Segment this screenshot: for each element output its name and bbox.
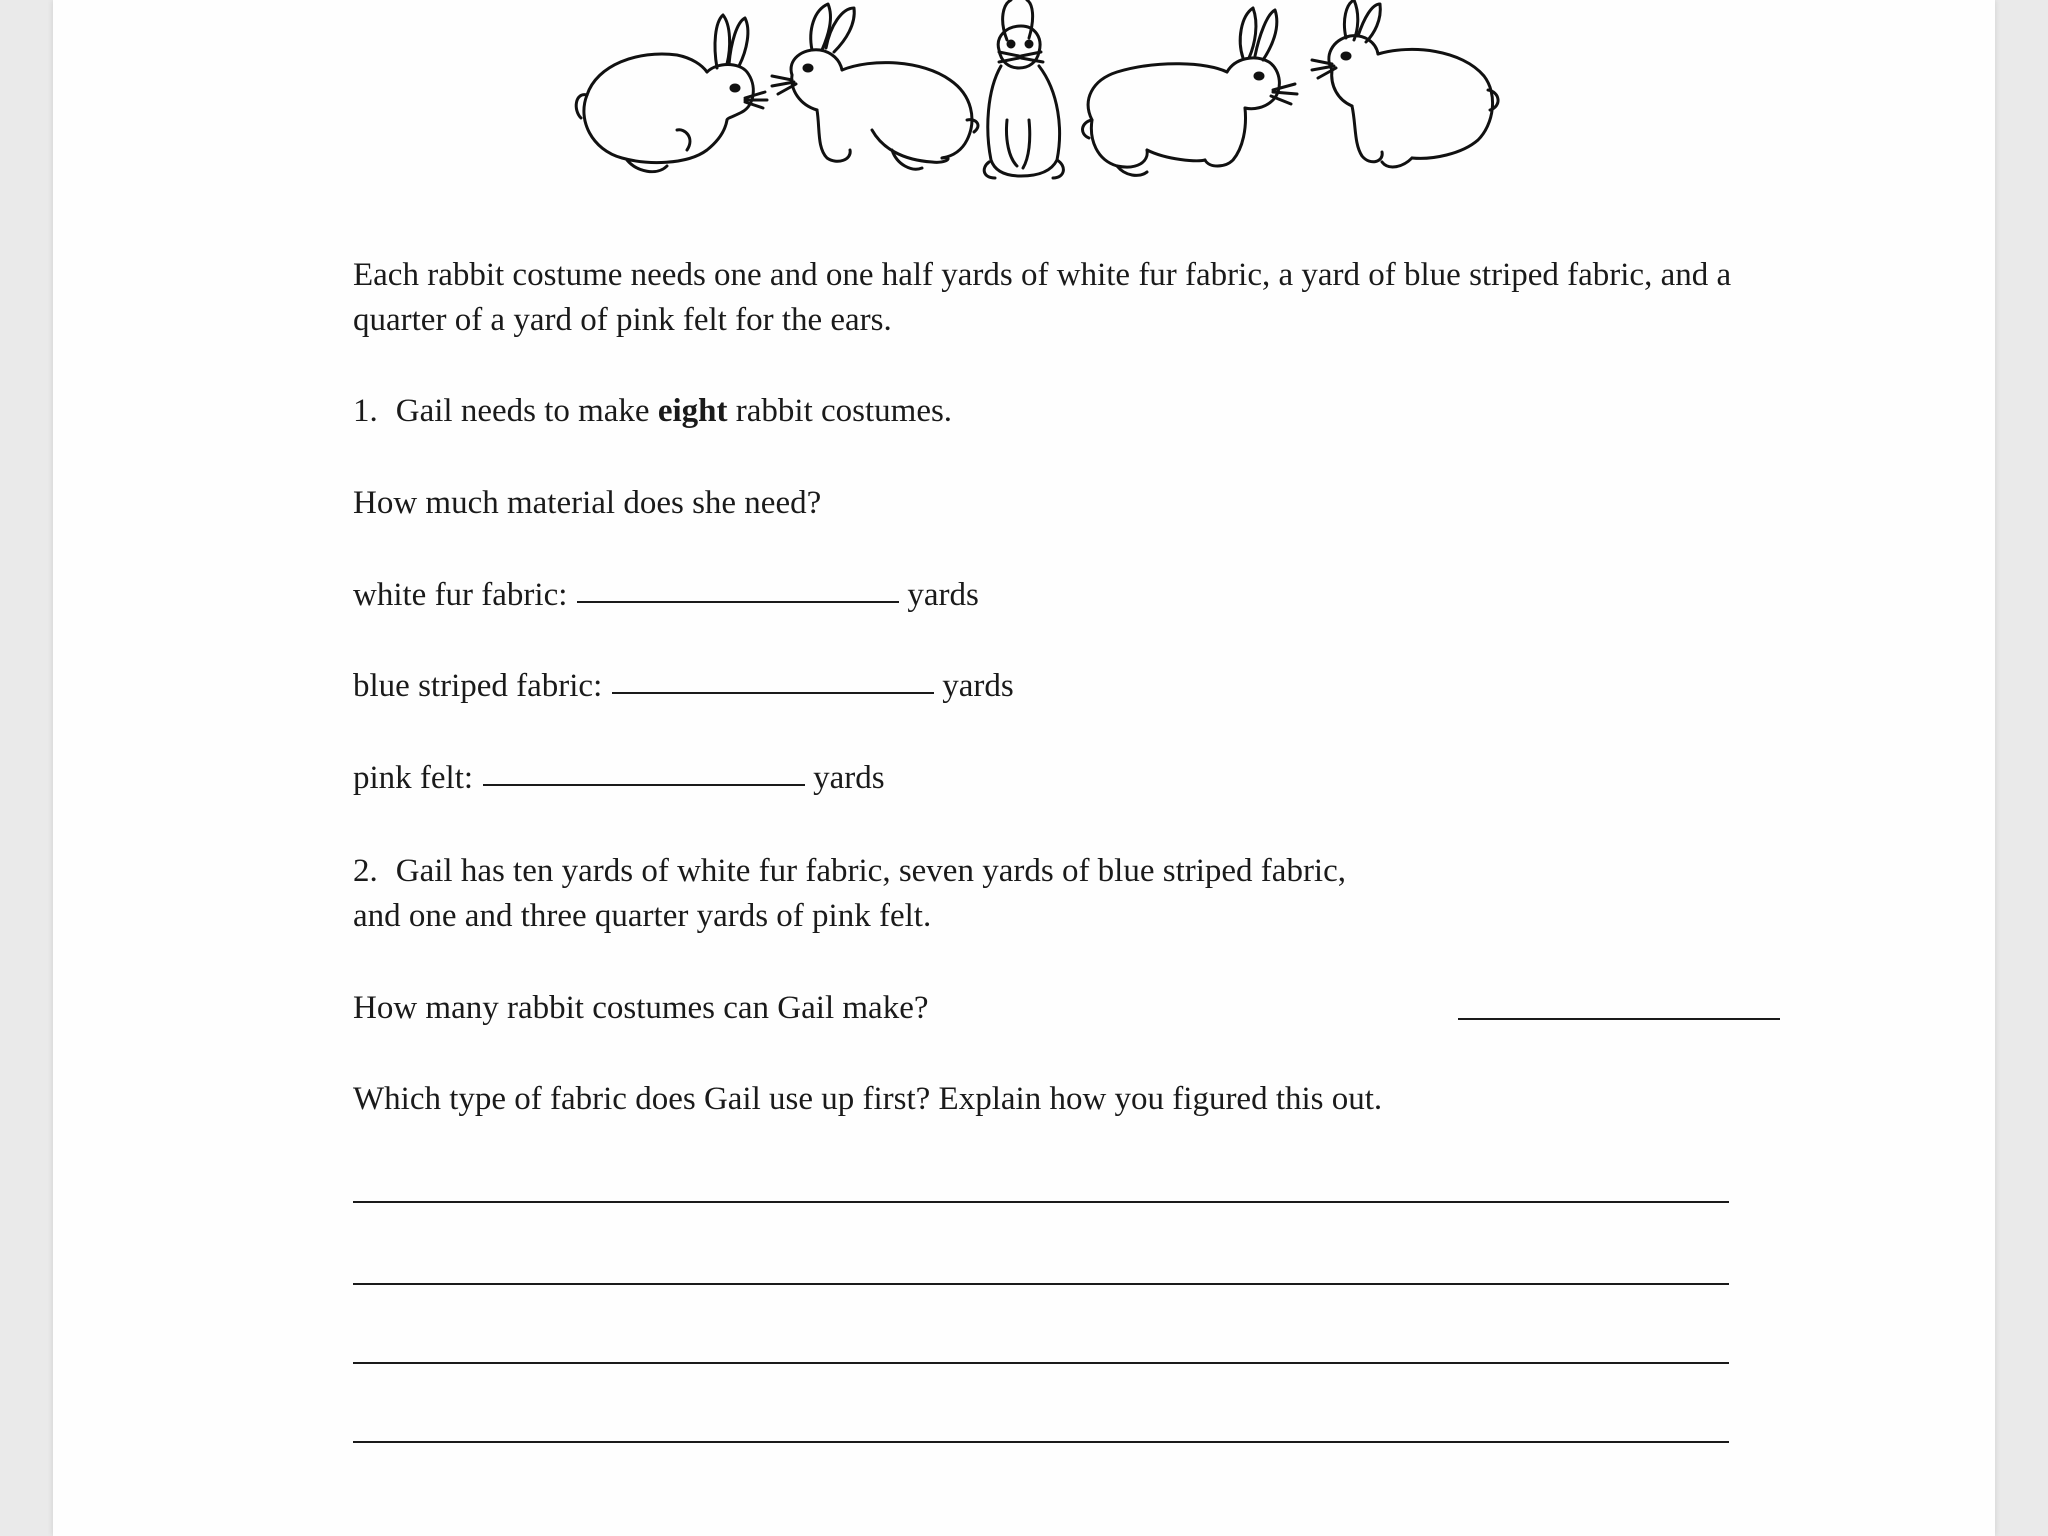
pink-felt-row (353, 756, 885, 801)
white-fur-label: white fur fabric: (353, 577, 568, 613)
question-2-line-1-text: Gail has ten yards of white fur fabric, seven yards of blue striped fabric, (395, 853, 1346, 889)
rabbit-icon (984, 0, 1063, 178)
question-2-number: 2. (353, 853, 378, 889)
white-fur-unit: yards (907, 577, 979, 613)
explanation-line-2[interactable] (353, 1283, 1729, 1285)
question-1-text-after: rabbit costumes. (735, 393, 953, 429)
white-fur-answer-blank[interactable] (577, 600, 899, 603)
explanation-line-4[interactable] (353, 1441, 1729, 1443)
worksheet-page (53, 0, 1995, 1536)
question-1-number: 1. (353, 393, 378, 429)
question-1-bold-word: eight (657, 393, 728, 429)
question-1-text-before: Gail needs to make (395, 393, 650, 429)
rabbit-icon (772, 4, 978, 169)
pink-felt-answer-blank[interactable] (483, 783, 805, 786)
explanation-line-3[interactable] (353, 1362, 1729, 1364)
question-1 (353, 389, 952, 434)
rabbit-icon (1312, 0, 1498, 167)
blue-striped-unit: yards (942, 668, 1014, 704)
explanation-line-1[interactable] (353, 1201, 1729, 1203)
fabric-prompt: Which type of fabric does Gail use up first? Explain how you figured this out. (353, 1081, 1383, 1117)
rabbit-icon (1083, 8, 1297, 175)
costumes-prompt: How many rabbit costumes can Gail make? (353, 990, 929, 1026)
intro-paragraph: Each rabbit costume needs one and one half yards of white fur fabric, a yard of blue striped fabric, and a quarter of a yard of pink felt for the ears. (353, 257, 1732, 338)
pink-felt-label: pink felt: (353, 760, 474, 796)
question-2-line-2: and one and three quarter yards of pink felt. (353, 898, 932, 934)
costumes-answer-blank[interactable] (1458, 1018, 1780, 1020)
pink-felt-unit: yards (813, 760, 885, 796)
rabbit-icon (576, 15, 767, 172)
question-1-prompt: How much material does she need? (353, 485, 822, 521)
question-2 (353, 849, 1653, 939)
blue-striped-row (353, 664, 1014, 709)
rabbits-illustration (567, 0, 1607, 190)
blue-striped-label: blue striped fabric: (353, 668, 603, 704)
blue-striped-answer-blank[interactable] (612, 691, 934, 694)
white-fur-row (353, 573, 979, 618)
question-2-line-1 (353, 849, 1653, 894)
